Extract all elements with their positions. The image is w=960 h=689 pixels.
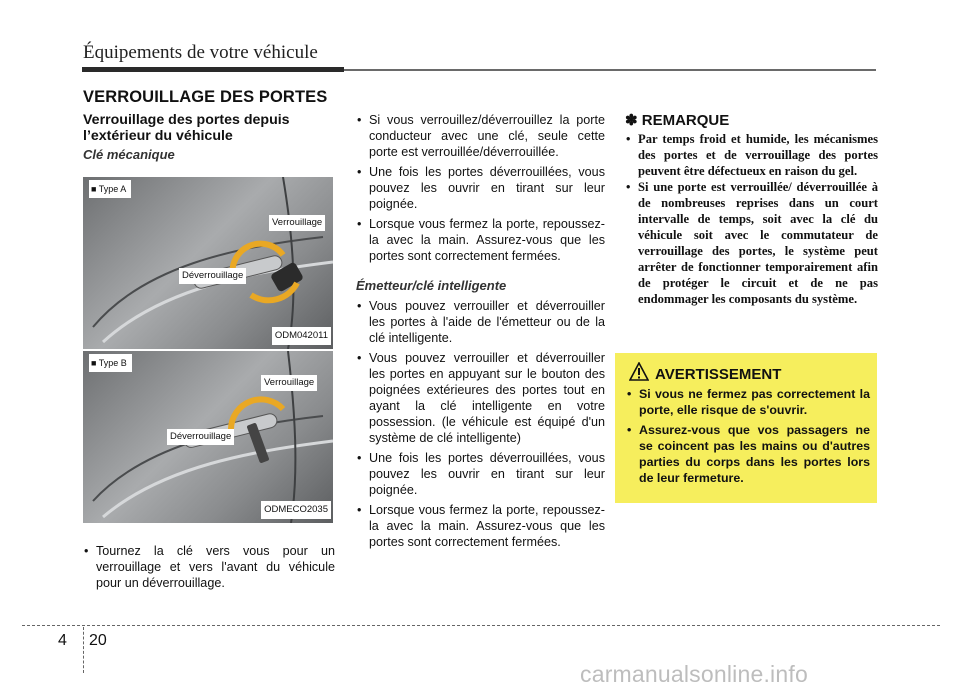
list-item: • Si vous verrouillez/déverrouillez la porte conducteur avec une clé, seule cette porte est verrouillée/déverrouillée. xyxy=(356,112,605,160)
mechanical-key-list xyxy=(356,112,605,264)
list-item: • Assurez-vous que vos passagers ne se coincent pas les mains ou d'autres parties du corps dans les portes lors de leur fermeture. xyxy=(626,422,870,486)
figure-type-label: ■ Type B xyxy=(89,354,132,372)
door-handle-illustration-a xyxy=(83,177,333,349)
lock-label: Verrouillage xyxy=(261,375,317,391)
remarque-note xyxy=(625,112,878,307)
page-number: 20 xyxy=(89,632,107,649)
list-item: • Si une porte est verrouillée/ déverrouillée à de nombreuses reprises dans un court intervalle de temps, soit avec la clé du véhicule soit avec le commutateur de verrouillage des portes, le système peut arrêter de fonctionner temporairement afin de protéger le circuit et de ne pas endommager les composants du système. xyxy=(625,179,878,307)
column-middle xyxy=(356,112,605,554)
remarque-title: ✽ REMARQUE xyxy=(625,112,730,129)
unlock-label: Déverrouillage xyxy=(167,429,234,445)
warning-title: AVERTISSEMENT xyxy=(655,366,782,383)
section-title: VERROUILLAGE DES PORTES xyxy=(83,88,328,106)
remarque-list xyxy=(625,131,878,307)
figure-code: ODMECO2035 xyxy=(261,501,331,519)
chapter-number: 4 xyxy=(58,632,67,649)
watermark: carmanualsonline.info xyxy=(580,661,808,687)
smart-key-subheading: Émetteur/clé intelligente xyxy=(356,278,507,293)
list-item: • Lorsque vous fermez la porte, repoussez-la avec la main. Assurez-vous que les portes sont correctement fermées. xyxy=(356,502,605,550)
subsection-heading: Verrouillage des portes depuis l’extérieur du véhicule xyxy=(83,112,290,144)
figure-type-label: ■ Type A xyxy=(89,180,131,198)
unlock-label: Déverrouillage xyxy=(179,268,246,284)
list-item: • Vous pouvez verrouiller et déverrouiller les portes en appuyant sur le bouton des poignées extérieures des portes tout en ayant la clé intelligente en votre possession. (le véhicule est équipé d'un système de clé intelligente) xyxy=(356,350,605,446)
subsection-subheading: Clé mécanique xyxy=(83,147,175,162)
figure-code: ODM042011 xyxy=(272,327,331,345)
warning-list xyxy=(626,386,870,490)
warning-icon xyxy=(629,362,649,381)
list-item: • Une fois les portes déverrouillées, vous pouvez les ouvrir en tirant sur leur poignée. xyxy=(356,164,605,212)
list-item: • Si vous ne fermez pas correctement la porte, elle risque de s'ouvrir. xyxy=(626,386,870,418)
list-item: • Vous pouvez verrouiller et déverrouiller les portes à l'aide de l'émetteur ou de la clé intelligente. xyxy=(356,298,605,346)
header-title: Équipements de votre véhicule xyxy=(83,42,318,63)
figure-type-b xyxy=(83,351,333,523)
lock-label: Verrouillage xyxy=(269,215,325,231)
list-item: • Tournez la clé vers vous pour un verrouillage et vers l'avant du véhicule pour un déverrouillage. xyxy=(83,543,335,591)
list-item: • Par temps froid et humide, les mécanismes des portes et de verrouillage des portes peuvent être défectueux en raison du gel. xyxy=(625,131,878,179)
figure-type-a xyxy=(83,177,333,349)
smart-key-list xyxy=(356,298,605,550)
column-left xyxy=(83,112,335,595)
list-item: • Une fois les portes déverrouillées, vous pouvez les ouvrir en tirant sur leur poignée. xyxy=(356,450,605,498)
footer-divider xyxy=(22,625,940,626)
list-item: • Lorsque vous fermez la porte, repoussez-la avec la main. Assurez-vous que les portes sont correctement fermées. xyxy=(356,216,605,264)
warning-box xyxy=(615,353,877,503)
header-rule-dark xyxy=(82,67,344,72)
page-number-divider xyxy=(83,627,84,673)
header-rule-grey xyxy=(344,69,876,71)
instruction-list xyxy=(83,543,335,591)
